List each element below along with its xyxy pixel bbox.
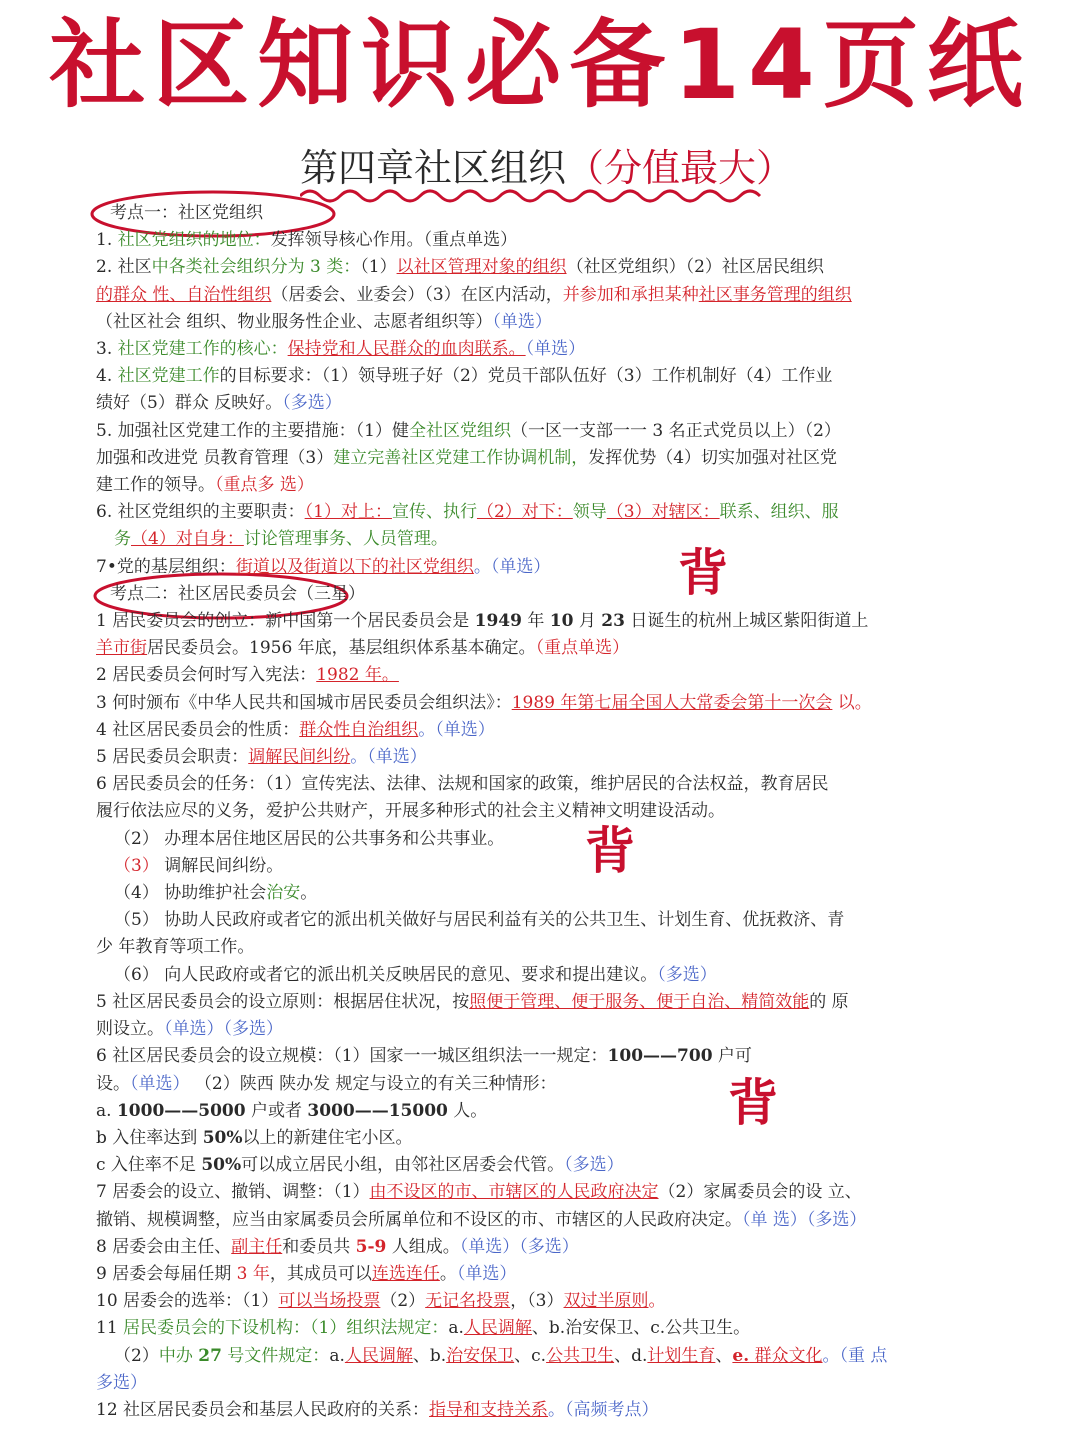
text-line: a. 1000——5000 户或者 3000——15000 人。 [96, 1100, 488, 1121]
text-line: 10 居委会的选举：（1）可以当场投票（2）无记名投票，（3）双过半原则。 [96, 1291, 666, 1312]
text-line: （社区社会 组织、物业服务性企业、志愿者组织等）（单选） [96, 311, 552, 332]
text-line: 4. 社区党建工作的目标要求：（1）领导班子好（2）党员干部队伍好（3）工作机制好（4）工作业 [96, 366, 833, 387]
text-line: 4 社区居民委员会的性质：群众性自治组织。（单选） [96, 719, 495, 740]
bei-mark-1: 背 [678, 544, 728, 602]
bei-mark-2: 背 [585, 822, 635, 880]
text-line: 羊市街居民委员会。1956 年底，基层组织体系基本确定。（重点单选） [96, 638, 630, 659]
text-line: 绩好（5）群众 反映好。（多选） [96, 393, 342, 414]
text-line: 5 社区居民委员会的设立原则：根据居住状况，按照便于管理、便于服务、便于自治、精简效能的 原 [96, 991, 849, 1012]
text-line: b 入住率达到 50%以上的新建住宅小区。 [96, 1127, 413, 1148]
bei-mark-3: 背 [728, 1074, 778, 1132]
text-line: 2. 社区中各类社会组织分为 3 类：（1）以社区管理对象的组织（社区党组织）（2）社区居民组织 [96, 257, 824, 278]
text-line: 3 何时颁布《中华人民共和国城市居民委员会组织法》：1989 年第七届全国人大常委会第十一次会 以。 [96, 692, 872, 713]
kaodian1-heading: 考点一：社区党组织 [110, 203, 263, 223]
text-line: 8 居委会由主任、副主任和委员共 5-9 人组成。（单选）（多选） [96, 1236, 579, 1257]
text-line: 撤销、规模调整，应当由家属委员会所属单位和不设区的市、市辖区的人民政府决定。（单 选）（多选） [96, 1209, 867, 1230]
text-line: 5 居民委员会职责：调解民间纠纷。（单选） [96, 747, 427, 768]
text-line: 2 居民委员会何时写入宪法：1982 年。 [96, 665, 399, 686]
text-line: 9 居委会每届任期 3 年，其成员可以连选连任。（单选） [96, 1263, 517, 1284]
chapter-title-text: 第四章社区组织 [300, 146, 567, 190]
text-line: 6 社区居民委员会的设立规模：（1）国家一一城区组织法一一规定：100——700 户可 [96, 1046, 752, 1067]
text-line: 7•党的基层组织：街道以及街道以下的社区党组织。（单选） [96, 556, 551, 577]
text-line: 少 年教育等项工作。 [96, 937, 255, 958]
text-line: 3. 社区党建工作的核心：保持党和人民群众的血肉联系。（单选） [96, 339, 586, 360]
text-line: （2） 办理本居住地区居民的公共事务和公共事业。 [114, 828, 505, 849]
text-line: 加强和改进党 员教育管理（3）建立完善社区党建工作协调机制，发挥优势（4）切实加强对社区党 [96, 447, 838, 468]
banner [0, 0, 1080, 130]
text-line: （6） 向人民政府或者它的派出机关反映居民的意见、要求和提出建议。（多选） [114, 964, 717, 985]
text-line: 务（4）对自身：讨论管理事务、人员管理。 [114, 529, 448, 550]
text-line: 多选） [96, 1372, 147, 1393]
text-line: 11 居民委员会的下设机构：（1）组织法规定：a.人民调解、b.治安保卫、c.公共卫生。 [96, 1318, 751, 1339]
text-line: （4） 协助维护社会治安。 [114, 883, 318, 904]
banner-title: 社区知识必备14页纸 [49, 9, 1031, 121]
text-line: c 入住率不足 50%可以成立居民小组，由邻社区居委会代管。（多选） [96, 1155, 624, 1176]
text-line: 12 社区居民委员会和基层人民政府的关系：指导和支持关系。（高频考点） [96, 1399, 659, 1420]
kaodian2-heading: 考点二：社区居民委员会（三星） [110, 583, 365, 604]
text-line: 6 居民委员会的任务：（1）宣传宪法、法律、法规和国家的政策，维护居民的合法权益，教育居民 [96, 774, 829, 795]
text-line: 则设立。（单选）（多选） [96, 1019, 283, 1040]
text-line: （3） 调解民间纠纷。 [114, 855, 284, 876]
text-line: 5. 加强社区党建工作的主要措施：（1）健全社区党组织（一区一支部一一 3 名正式党员以上）（2） [96, 420, 841, 441]
text-line: 设。（单选） （2）陕西 陕办发 规定与设立的有关三种情形： [96, 1073, 557, 1094]
text-line: 1 居民委员会的创立：新中国第一个居民委员会是 1949 年 10 月 23 日诞生的杭州上城区紫阳街道上 [96, 611, 869, 632]
text-line: （2）中办 27 号文件规定：a.人民调解、b.治安保卫、c.公共卫生、d.计划生育、e. 群众文化。（重 点 [114, 1345, 888, 1366]
text-line: 1. 社区党组织的地位：发挥领导核心作用。（重点单选） [96, 230, 518, 251]
text-line: 履行依法应尽的义务，爱护公共财产，开展多种形式的社会主义精神文明建设活动。 [96, 801, 725, 822]
text-line: 7 居委会的设立、撤销、调整：（1）由不设区的市、市辖区的人民政府决定（2）家属委员会的设 立、 [96, 1182, 862, 1203]
text-line: 6. 社区党组织的主要职责：（1）对上：宣传、执行（2）对下：领导（3）对辖区：联系、组织、服 [96, 502, 839, 523]
text-line: （5） 协助人民政府或者它的派出机关做好与居民利益有关的公共卫生、计划生育、优抚救济、青 [114, 910, 845, 931]
document-body [96, 200, 1006, 1424]
text-line: 的群众 性、自治性组织（居委会、业委会）（3）在区内活动，并参加和承担某种社区事务管理的组织 [96, 284, 852, 305]
chapter-note: （分值最大） [566, 146, 795, 190]
text-line: 建工作的领导。（重点多 选） [96, 475, 314, 496]
